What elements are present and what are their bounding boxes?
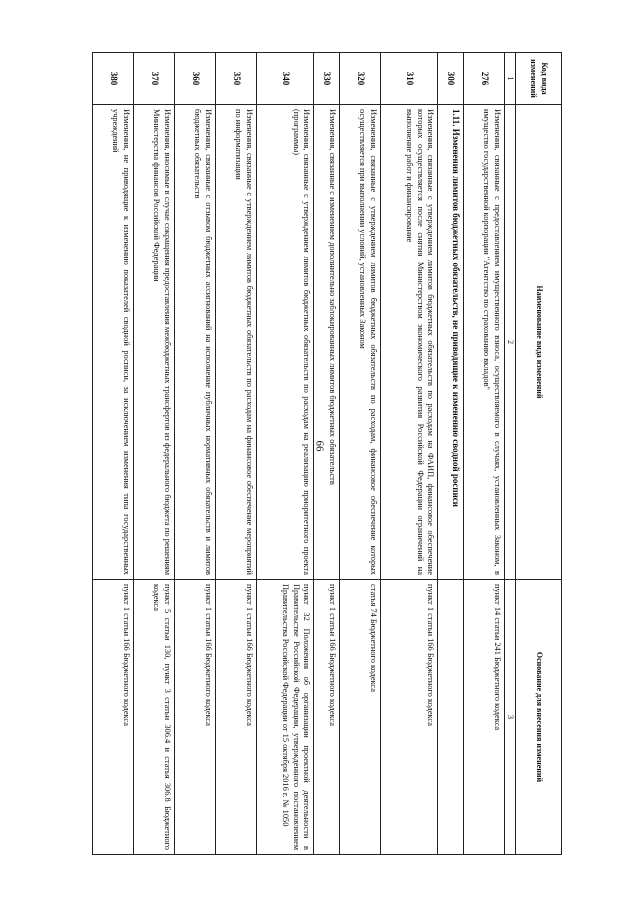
code-cell: 360: [174, 53, 215, 105]
basis-cell: пункт 32 Положения об организации проектной деятельности в Правительстве Российской Федерации, утвержденного постановлением Правительства Российской Федерации от 15 октября 2016 г. № 1050: [256, 580, 314, 855]
table-row: [133, 53, 174, 855]
table-row: [380, 53, 438, 855]
name-cell: Изменения, связанные с предоставлением имущественного взноса, осуществляемого в случаях, установленных Законом, в имущество государственной корпорации "Агентство по страхованию вкладов": [463, 105, 504, 580]
code-cell: 350: [215, 53, 256, 105]
header-code: Код вида изменений: [516, 53, 562, 105]
header-name: Наименование вида изменений: [516, 105, 562, 580]
table-row: [93, 53, 134, 855]
code-cell: 380: [93, 53, 134, 105]
table-container: [92, 52, 562, 854]
rotated-table-frame: [92, 52, 562, 854]
name-cell: Изменения, связанные с утверждением лимитов бюджетных обязательств по расходам на ФАИП, финансовое обеспечение которых осуществляется после снятия Министерством экономического развития Российской Федерации ограничений на выполнение работ и финансирование: [380, 105, 438, 580]
code-cell: 300: [438, 53, 464, 105]
name-cell: Изменения, связанные с отзывом бюджетных ассигнований на исполнение публичных нормативных обязательств и лимитов бюджетных обязательств: [174, 105, 215, 580]
code-cell: 330: [314, 53, 340, 105]
code-cell: 370: [133, 53, 174, 105]
basis-cell: [438, 580, 464, 855]
basis-cell: пункт 1 статьи 166 Бюджетного кодекса: [93, 580, 134, 855]
basis-cell: пункт 14 статьи 241 Бюджетного кодекса: [463, 580, 504, 855]
page-number: 66: [313, 440, 326, 452]
name-cell: Изменения, связанные с утверждением лимитов бюджетных обязательств по расходам на реализацию приоритетного проекта (программы): [256, 105, 314, 580]
code-cell: 276: [463, 53, 504, 105]
basis-cell: пункт 5 статьи 130, пункт 3 статьи 306.4 и статья 306.8 Бюджетного кодекса: [133, 580, 174, 855]
table-row: [314, 53, 340, 855]
table-row: [339, 53, 380, 855]
code-cell: 310: [380, 53, 438, 105]
column-index: 1: [504, 53, 515, 105]
table-row: [174, 53, 215, 855]
changes-table: [92, 52, 562, 855]
basis-cell: пункт 1 статьи 166 Бюджетного кодекса: [380, 580, 438, 855]
name-cell: Изменения, не приводящие к изменению показателей сводной росписи, за исключением изменения типа государственных учреждений: [93, 105, 134, 580]
table-row: [256, 53, 314, 855]
code-cell: 320: [339, 53, 380, 105]
column-index: 2: [504, 105, 515, 580]
header-basis: Основание для внесения изменений: [516, 580, 562, 855]
basis-cell: статья 74 Бюджетного кодекса: [339, 580, 380, 855]
name-cell: Изменения, связанные с изменением дополнительно заблокированных лимитов бюджетных обязательств: [314, 105, 340, 580]
basis-cell: пункт 1 статьи 166 Бюджетного кодекса: [174, 580, 215, 855]
name-cell: Изменения, вносимые в случае сокращения предоставления межбюджетных трансфертов из федерального бюджета по решениям Министерства финансов Российской Федерации: [133, 105, 174, 580]
column-index: 3: [504, 580, 515, 855]
column-index-row: [504, 53, 515, 855]
basis-cell: пункт 1 статьи 166 Бюджетного кодекса: [215, 580, 256, 855]
name-cell: Изменения, связанные с утверждением лимитов бюджетных обязательств по расходам на финансовое обеспечение мероприятий по информатизации: [215, 105, 256, 580]
basis-cell: пункт 1 статьи 166 Бюджетного кодекса: [314, 580, 340, 855]
table-body: [93, 53, 505, 855]
table-row: [463, 53, 504, 855]
table-row: [438, 53, 464, 855]
header-row: [516, 53, 562, 855]
code-cell: 340: [256, 53, 314, 105]
table-row: [215, 53, 256, 855]
name-cell: 1.11. Изменения лимитов бюджетных обязательств, не приводящие к изменению сводной росписи: [438, 105, 464, 580]
name-cell: Изменения, связанные с утверждением лимитов бюджетных обязательств по расходам, финансовое обеспечение которых осуществляется при выполнении условий, установленных Законом: [339, 105, 380, 580]
